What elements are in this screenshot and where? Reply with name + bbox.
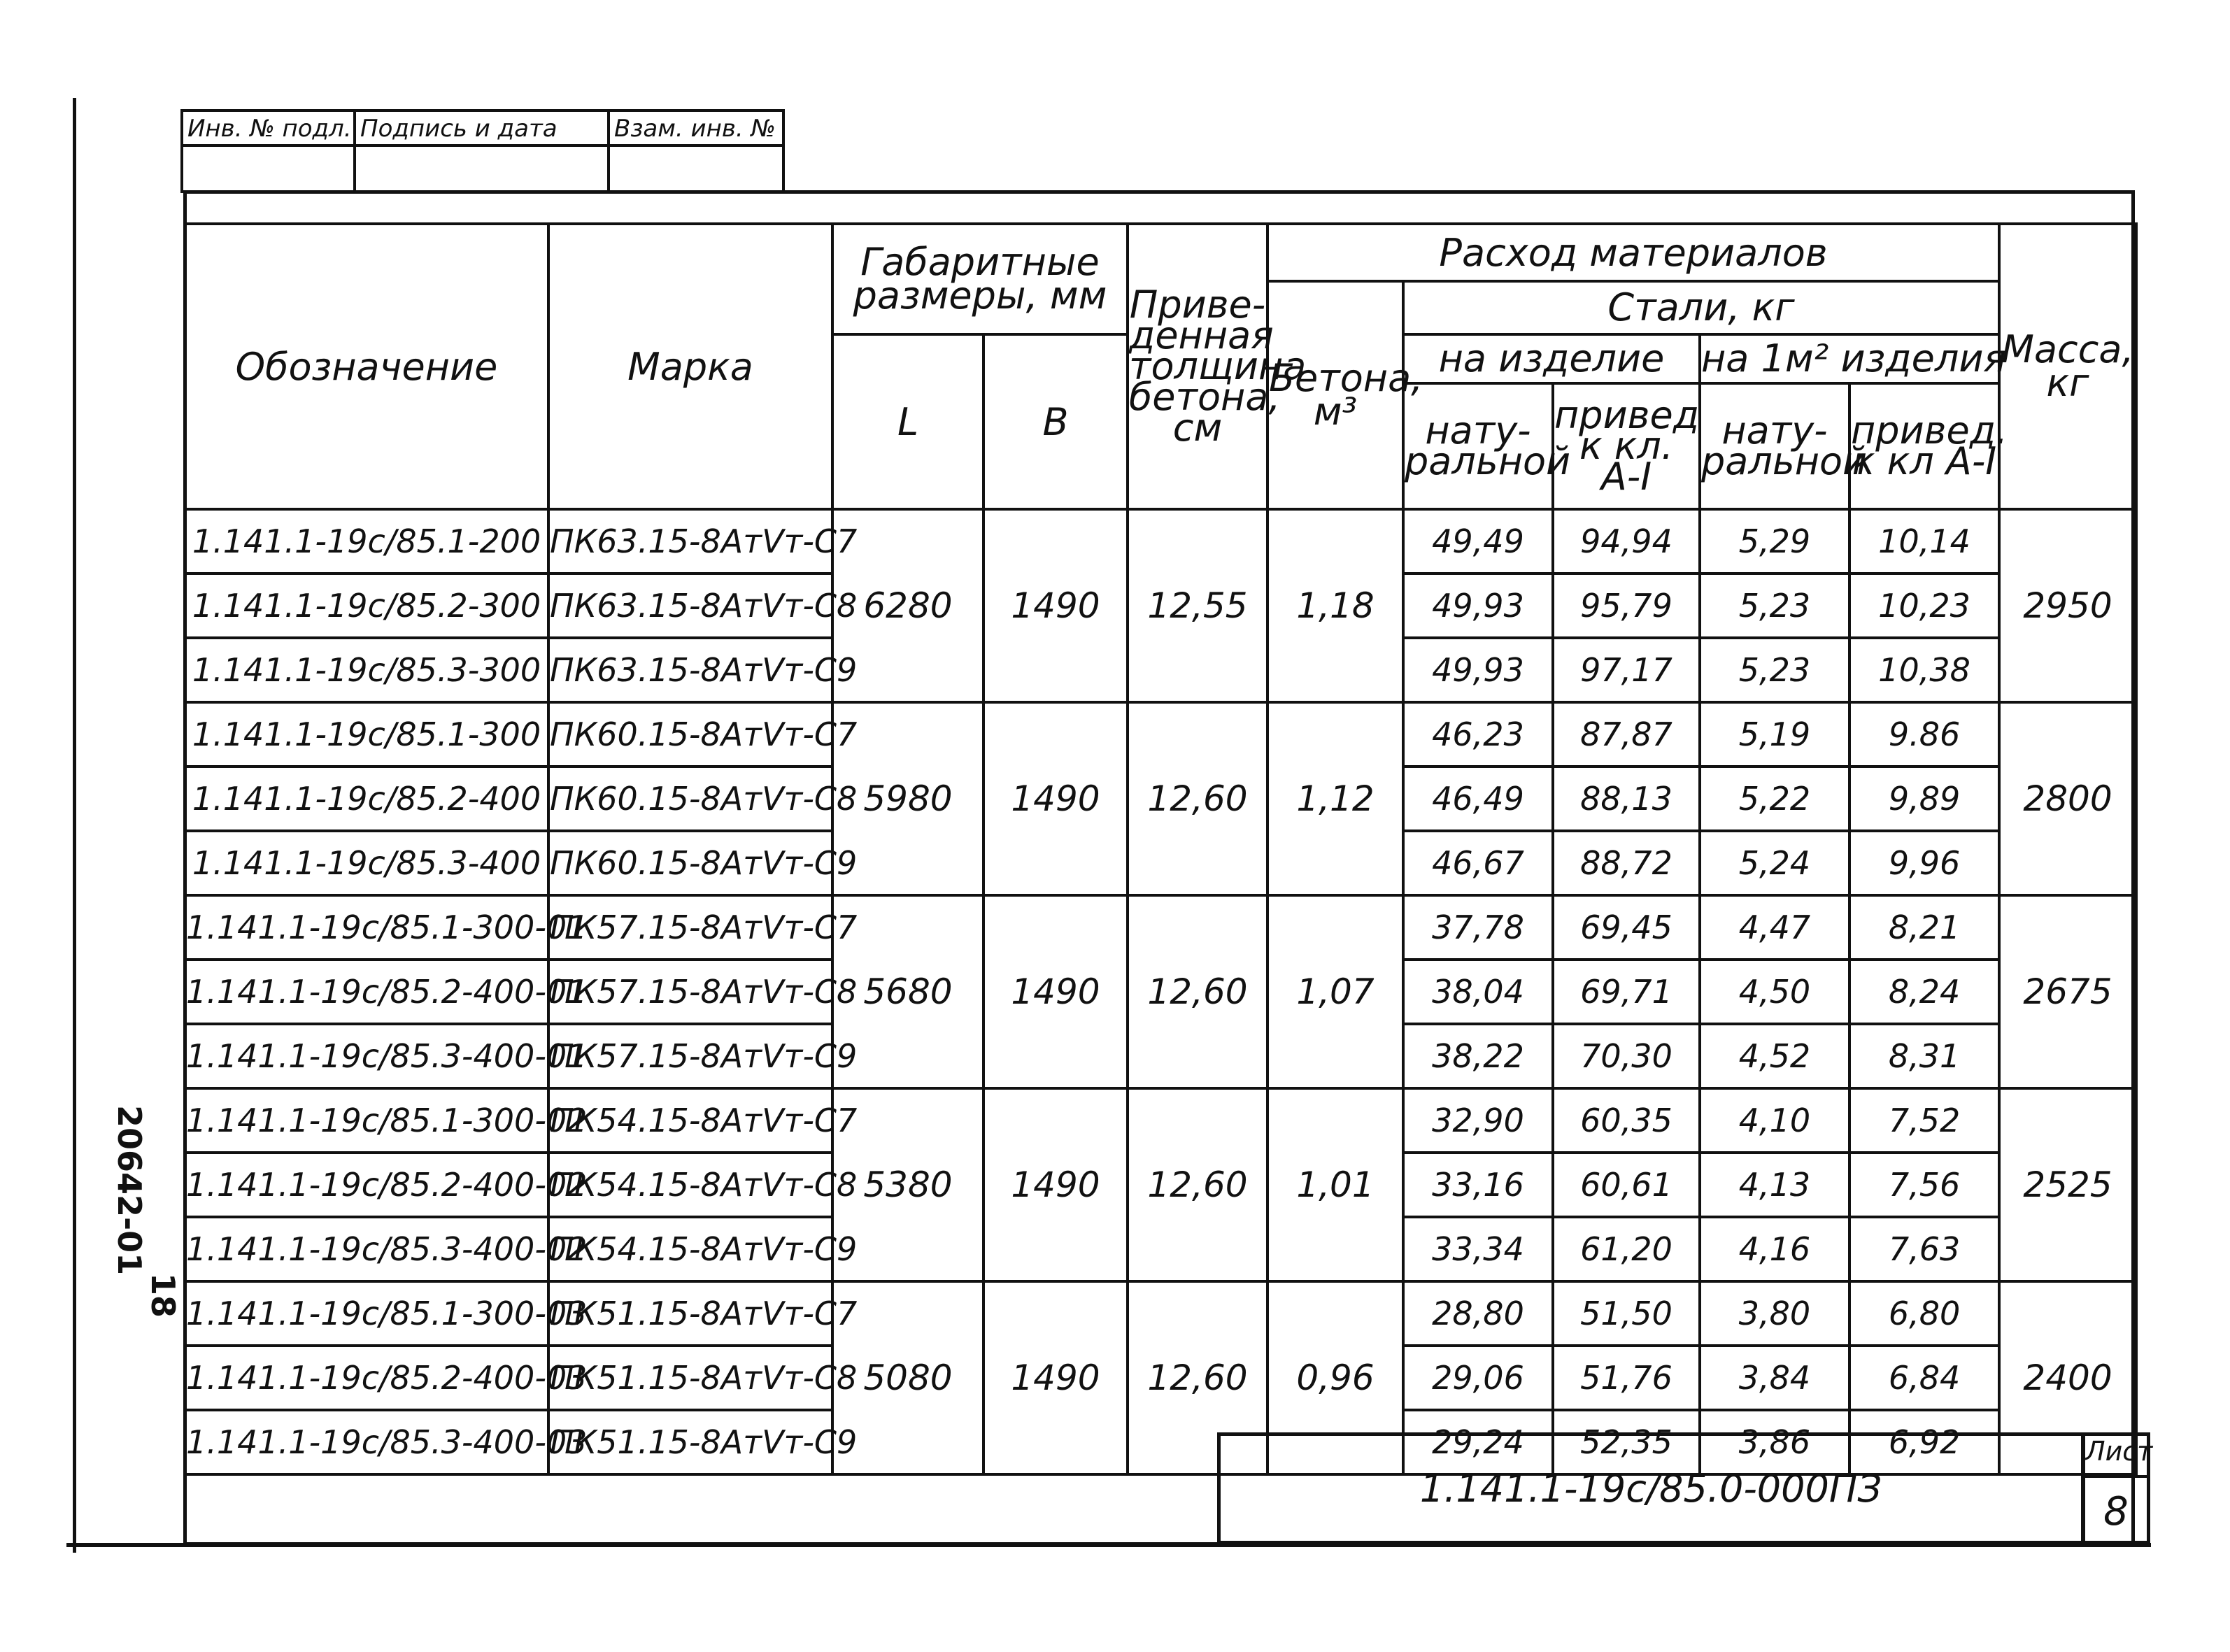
natural-steel-m2-cell: 5,23 (1700, 574, 1849, 638)
natural-steel-m2-cell: 3,80 (1700, 1281, 1849, 1346)
mark-cell: ПК63.15-8АтVт-С7 (548, 509, 832, 574)
sheet-number-box (2082, 1432, 2153, 1544)
header-mass: Масса, кг (1999, 224, 2136, 509)
designation-cell: 1.141.1-19с/85.3-400-02 (185, 1217, 548, 1281)
header-per-item: на изделие (1403, 334, 1700, 383)
natural-steel-cell: 29,24 (1403, 1410, 1553, 1474)
reduced-steel-cell: 61,20 (1553, 1217, 1700, 1281)
side-code: 18 (144, 1273, 182, 1318)
concrete-cell: 1,12 (1267, 702, 1403, 895)
reduced-steel-cell: 51,76 (1553, 1346, 1700, 1410)
mark-cell: ПК54.15-8АтVт-С7 (548, 1088, 832, 1153)
natural-steel-m2-cell: 4,52 (1700, 1024, 1849, 1088)
stamp-cell (356, 147, 610, 190)
concrete-cell: 1,01 (1267, 1088, 1403, 1281)
header-designation: Обозначение (185, 224, 548, 509)
reduced-steel-cell: 94,94 (1553, 509, 1700, 574)
reduced-steel-m2-cell: 7,52 (1849, 1088, 1999, 1153)
mark-cell: ПК60.15-8АтVт-С8 (548, 767, 832, 831)
mark-cell: ПК63.15-8АтVт-С8 (548, 574, 832, 638)
natural-steel-cell: 49,49 (1403, 509, 1553, 574)
natural-steel-cell: 37,78 (1403, 895, 1553, 960)
designation-cell: 1.141.1-19с/85.2-400 (185, 767, 548, 831)
reduced-steel-cell: 52,35 (1553, 1410, 1700, 1474)
designation-cell: 1.141.1-19с/85.2-400-01 (185, 960, 548, 1024)
header-steel: Стали, кг (1403, 281, 1999, 334)
natural-steel-cell: 46,67 (1403, 831, 1553, 895)
reduced-steel-cell: 88,72 (1553, 831, 1700, 895)
natural-steel-m2-cell: 4,16 (1700, 1217, 1849, 1281)
table-row (185, 1281, 2136, 1346)
reduced-steel-cell: 51,50 (1553, 1281, 1700, 1346)
reduced-steel-cell: 95,79 (1553, 574, 1700, 638)
materials-table (183, 222, 2138, 1476)
reduced-steel-m2-cell: 6,92 (1849, 1410, 1999, 1474)
length-cell: 5380 (832, 1088, 983, 1281)
thickness-cell: 12,55 (1128, 509, 1267, 702)
approval-stamp (180, 109, 785, 193)
mark-cell: ПК51.15-8АтVт-С9 (548, 1410, 832, 1474)
reduced-steel-cell: 60,35 (1553, 1088, 1700, 1153)
header-concrete: Бетона, м³ (1267, 281, 1403, 509)
mass-cell: 2675 (1999, 895, 2136, 1088)
width-cell: 1490 (983, 509, 1128, 702)
natural-steel-cell: 33,34 (1403, 1217, 1553, 1281)
natural-steel-m2-cell: 5,24 (1700, 831, 1849, 895)
mark-cell: ПК51.15-8АтVт-С7 (548, 1281, 832, 1346)
reduced-steel-m2-cell: 8,31 (1849, 1024, 1999, 1088)
width-cell: 1490 (983, 702, 1128, 895)
mark-cell: ПК57.15-8АтVт-С7 (548, 895, 832, 960)
stamp-replaced-inv: Взам. инв. № (610, 112, 782, 147)
reduced-steel-m2-cell: 8,21 (1849, 895, 1999, 960)
natural-steel-m2-cell: 4,10 (1700, 1088, 1849, 1153)
natural-steel-cell: 28,80 (1403, 1281, 1553, 1346)
natural-steel-cell: 38,04 (1403, 960, 1553, 1024)
mark-cell: ПК63.15-8АтVт-С9 (548, 638, 832, 702)
thickness-cell: 12,60 (1128, 1088, 1267, 1281)
designation-cell: 1.141.1-19с/85.3-300 (185, 638, 548, 702)
header-consumption: Расход материалов (1267, 224, 1999, 281)
reduced-steel-cell: 97,17 (1553, 638, 1700, 702)
concrete-cell: 0,96 (1267, 1281, 1403, 1474)
length-cell: 5680 (832, 895, 983, 1088)
reduced-steel-cell: 60,61 (1553, 1153, 1700, 1217)
length-cell: 5980 (832, 702, 983, 895)
side-archive-number: 20642-01 (111, 1105, 148, 1276)
natural-steel-cell: 32,90 (1403, 1088, 1553, 1153)
table-row (185, 509, 2136, 574)
width-cell: 1490 (983, 1281, 1128, 1474)
mark-cell: ПК54.15-8АтVт-С8 (548, 1153, 832, 1217)
thickness-cell: 12,60 (1128, 1281, 1267, 1474)
table-row (185, 702, 2136, 767)
natural-steel-cell: 46,49 (1403, 767, 1553, 831)
designation-cell: 1.141.1-19с/85.2-400-03 (185, 1346, 548, 1410)
natural-steel-cell: 46,23 (1403, 702, 1553, 767)
reduced-steel-m2-cell: 6,80 (1849, 1281, 1999, 1346)
mass-cell: 2800 (1999, 702, 2136, 895)
stamp-cell (610, 147, 782, 190)
mark-cell: ПК60.15-8АтVт-С7 (548, 702, 832, 767)
thickness-cell: 12,60 (1128, 702, 1267, 895)
table-row (185, 1088, 2136, 1153)
designation-cell: 1.141.1-19с/85.1-200 (185, 509, 548, 574)
natural-steel-m2-cell: 5,23 (1700, 638, 1849, 702)
natural-steel-m2-cell: 5,22 (1700, 767, 1849, 831)
mass-cell: 2950 (1999, 509, 2136, 702)
reduced-steel-m2-cell: 10,14 (1849, 509, 1999, 574)
thickness-cell: 12,60 (1128, 895, 1267, 1088)
stamp-inv-no: Инв. № подл. (183, 112, 356, 147)
natural-steel-m2-cell: 3,84 (1700, 1346, 1849, 1410)
header-reduced-m2: привед. к кл А-I (1849, 383, 1999, 509)
mark-cell: ПК57.15-8АтVт-С9 (548, 1024, 832, 1088)
width-cell: 1490 (983, 895, 1128, 1088)
reduced-steel-cell: 88,13 (1553, 767, 1700, 831)
natural-steel-m2-cell: 3,86 (1700, 1410, 1849, 1474)
header-natural-m2: нату-ральной (1700, 383, 1849, 509)
frame-left-line (73, 98, 76, 1553)
concrete-cell: 1,07 (1267, 895, 1403, 1088)
header-dimensions: Габаритные размеры, мм (832, 224, 1128, 334)
designation-cell: 1.141.1-19с/85.1-300-01 (185, 895, 548, 960)
header-natural: нату-ральной (1403, 383, 1553, 509)
reduced-steel-m2-cell: 9,89 (1849, 767, 1999, 831)
designation-cell: 1.141.1-19с/85.1-300-02 (185, 1088, 548, 1153)
designation-cell: 1.141.1-19с/85.1-300 (185, 702, 548, 767)
mark-cell: ПК57.15-8АтVт-С8 (548, 960, 832, 1024)
natural-steel-cell: 29,06 (1403, 1346, 1553, 1410)
reduced-steel-m2-cell: 10,38 (1849, 638, 1999, 702)
natural-steel-cell: 49,93 (1403, 638, 1553, 702)
concrete-cell: 1,18 (1267, 509, 1403, 702)
reduced-steel-cell: 70,30 (1553, 1024, 1700, 1088)
natural-steel-m2-cell: 4,47 (1700, 895, 1849, 960)
natural-steel-m2-cell: 4,50 (1700, 960, 1849, 1024)
mass-cell: 2400 (1999, 1281, 2136, 1474)
designation-cell: 1.141.1-19с/85.1-300-03 (185, 1281, 548, 1346)
reduced-steel-m2-cell: 7,56 (1849, 1153, 1999, 1217)
table-row (185, 895, 2136, 960)
header-width: В (983, 334, 1128, 509)
reduced-steel-m2-cell: 10,23 (1849, 574, 1999, 638)
reduced-steel-m2-cell: 7,63 (1849, 1217, 1999, 1281)
reduced-steel-m2-cell: 8,24 (1849, 960, 1999, 1024)
natural-steel-m2-cell: 5,19 (1700, 702, 1849, 767)
stamp-cell (183, 147, 356, 190)
natural-steel-m2-cell: 5,29 (1700, 509, 1849, 574)
designation-cell: 1.141.1-19с/85.2-300 (185, 574, 548, 638)
header-mark: Марка (548, 224, 832, 509)
mark-cell: ПК51.15-8АтVт-С8 (548, 1346, 832, 1410)
mass-cell: 2525 (1999, 1088, 2136, 1281)
reduced-steel-m2-cell: 6,84 (1849, 1346, 1999, 1410)
length-cell: 5080 (832, 1281, 983, 1474)
reduced-steel-cell: 69,71 (1553, 960, 1700, 1024)
reduced-steel-m2-cell: 9,96 (1849, 831, 1999, 895)
length-cell: 6280 (832, 509, 983, 702)
mark-cell: ПК54.15-8АтVт-С9 (548, 1217, 832, 1281)
natural-steel-cell: 33,16 (1403, 1153, 1553, 1217)
reduced-steel-cell: 69,45 (1553, 895, 1700, 960)
mark-cell: ПК60.15-8АтVт-С9 (548, 831, 832, 895)
header-per-m2: на 1м² изделия (1700, 334, 1999, 383)
header-thickness: Приве-денная толщина бетона, см (1128, 224, 1267, 509)
natural-steel-cell: 49,93 (1403, 574, 1553, 638)
designation-cell: 1.141.1-19с/85.3-400-01 (185, 1024, 548, 1088)
designation-cell: 1.141.1-19с/85.2-400-02 (185, 1153, 548, 1217)
header-length: L (832, 334, 983, 509)
header-reduced: привед к кл. А-I (1553, 383, 1700, 509)
designation-cell: 1.141.1-19с/85.3-400 (185, 831, 548, 895)
natural-steel-m2-cell: 4,13 (1700, 1153, 1849, 1217)
natural-steel-cell: 38,22 (1403, 1024, 1553, 1088)
reduced-steel-cell: 87,87 (1553, 702, 1700, 767)
designation-cell: 1.141.1-19с/85.3-400-03 (185, 1410, 548, 1474)
sheet-label: Лист (2085, 1436, 2147, 1478)
stamp-signature-date: Подпись и дата (356, 112, 610, 147)
sheet-number: 8 (2103, 1489, 2129, 1534)
width-cell: 1490 (983, 1088, 1128, 1281)
reduced-steel-m2-cell: 9.86 (1849, 702, 1999, 767)
title-block-code: 1.141.1-19с/85.0-000ПЗ (1217, 1432, 2085, 1544)
